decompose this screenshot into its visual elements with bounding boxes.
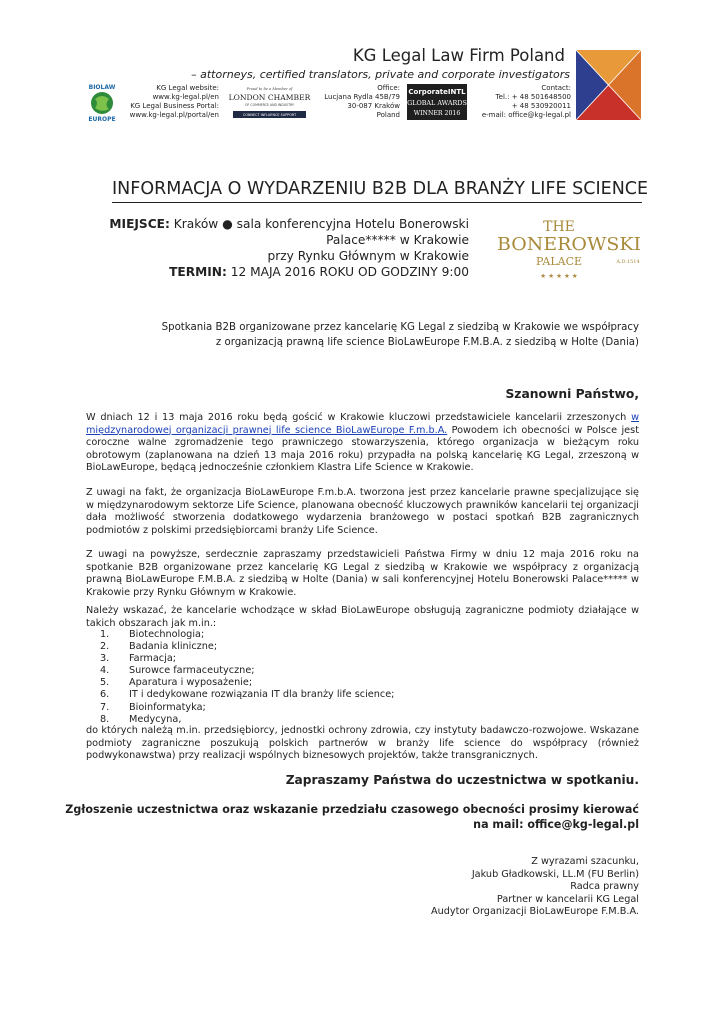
ci-line1: CorporateINTL bbox=[408, 88, 466, 96]
london-chamber-logo bbox=[227, 84, 312, 120]
corporate-intl-award-logo bbox=[407, 84, 467, 120]
registration-line-2[interactable]: na mail: office@kg-legal.pl bbox=[473, 818, 639, 831]
list-text: IT i dedykowane rozwiązania IT dla branży life science; bbox=[129, 689, 395, 701]
website-block bbox=[130, 84, 219, 120]
svg-text:EUROPE: EUROPE bbox=[88, 116, 116, 123]
list-item bbox=[100, 665, 394, 677]
signature-block bbox=[431, 856, 639, 919]
bonerowski-stars: ★ ★ ★ ★ ★ bbox=[540, 272, 578, 280]
contact-email[interactable]: e-mail: office@kg-legal.pl bbox=[481, 111, 571, 119]
contact-block bbox=[482, 84, 571, 120]
paragraph-3: Z uwagi na powyższe, serdecznie zapraszamy przedstawicieli Państwa Firmy w dniu 12 maja 2016 roku na spotkanie B2B organizowane przez kancelarię KG Legal z siedzibą w Krakowie we współpracy z organizacją prawną BioLawEurope F.M.B.A. z siedzibą w Holte (Dania) w sali konferencyjnej Hotelu Bonerowski Palace***** w Krakowie przy Rynku Głównym w Krakowie. bbox=[86, 549, 639, 598]
list-item bbox=[100, 653, 394, 665]
list-item bbox=[100, 629, 394, 641]
contact-phone-1: Tel.: + 48 501648500 bbox=[495, 93, 571, 101]
place-label: MIEJSCE: bbox=[109, 217, 170, 231]
intro-line-1: Spotkania B2B organizowane przez kancelarię KG Legal z siedzibą w Krakowie we współpracy bbox=[161, 322, 639, 333]
website-label: KG Legal website: bbox=[156, 84, 219, 92]
term-label: TERMIN: bbox=[169, 265, 227, 279]
paragraph-4: Należy wskazać, że kancelarie wchodzące w skład BioLawEurope obsługują zagraniczne podmioty działające w takich obszarach jak m.in.: bbox=[86, 605, 639, 629]
office-block bbox=[324, 84, 400, 120]
signature-line: Z wyrazami szacunku, bbox=[531, 856, 639, 867]
after-list-paragraph: do których należą m.in. przedsiębiorcy, jednostki ochrony zdrowia, czy instytuty badawczo-rozwojowe. Wskazane podmioty zagraniczne poszukują polskich partnerów w branży life science do współpracy (również podwykonawstwa) przy realizacji wspólnych biznesowych projektów, także transgranicznych. bbox=[86, 725, 639, 761]
bonerowski-palace: PALACE bbox=[535, 255, 583, 268]
portal-label: KG Legal Business Portal: bbox=[130, 102, 219, 110]
contact-label: Contact: bbox=[541, 84, 571, 92]
list-text: Farmacja; bbox=[129, 653, 177, 665]
intro-block bbox=[162, 320, 639, 350]
invitation: Zapraszamy Państwa do uczestnictwa w spotkaniu. bbox=[285, 773, 639, 787]
office-street: Lucjana Rydla 45B/79 bbox=[324, 93, 400, 101]
list-text: Medycyna, bbox=[129, 713, 182, 725]
office-country: Poland bbox=[376, 111, 400, 119]
place-line-3: przy Rynku Głównym w Krakowie bbox=[267, 249, 469, 263]
list-item bbox=[100, 677, 394, 689]
firm-subtitle: – attorneys, certified translators, private and corporate investigators bbox=[191, 68, 570, 81]
biolaw-europe-logo bbox=[78, 83, 126, 123]
registration-line-1: Zgłoszenie uczestnictwa oraz wskazanie przedziału czasowego obecności prosimy kierować bbox=[65, 803, 639, 816]
list-text: Bioinformatyka; bbox=[129, 701, 206, 713]
list-number: 3. bbox=[100, 653, 110, 665]
registration-block bbox=[65, 802, 639, 832]
greeting: Szanowni Państwo, bbox=[505, 387, 639, 401]
page-title: INFORMACJA O WYDARZENIU B2B DLA BRANŻY LIFE SCIENCE bbox=[112, 179, 642, 203]
list-number: 1. bbox=[100, 629, 110, 640]
bonerowski-the: THE bbox=[543, 219, 575, 235]
list-text: Aparatura i wyposażenie; bbox=[129, 677, 253, 689]
place-line-1: Kraków ● sala konferencyjna Hotelu Bonerowski bbox=[169, 217, 469, 231]
lc-bar-text: CONNECT INFLUENCE SUPPORT bbox=[242, 113, 297, 117]
term-value: 12 MAJA 2016 ROKU OD GODZINY 9:00 bbox=[226, 265, 469, 279]
list-text: Badania kliniczne; bbox=[129, 641, 218, 653]
ci-line3: WINNER 2016 bbox=[413, 110, 461, 117]
list-number: 5. bbox=[100, 677, 110, 689]
list-item bbox=[100, 689, 394, 701]
lc-name-text: LONDON CHAMBER bbox=[228, 93, 311, 102]
kg-legal-logo bbox=[576, 50, 641, 120]
place-line-2: Palace***** w Krakowie bbox=[326, 233, 469, 247]
office-city: 30-087 Kraków bbox=[347, 102, 400, 110]
list-number: 8. bbox=[100, 713, 110, 725]
paragraph-1-start: W dniach 12 i 13 maja 2016 roku będą gościć w Krakowie kluczowi przedstawiciele kancelarii zrzeszonych bbox=[86, 412, 632, 423]
intro-line-2: z organizacją prawną life science BioLawEurope F.M.B.A. z siedzibą w Holte (Dania) bbox=[215, 337, 639, 348]
biolaweurope-link[interactable]: w międzynarodowej organizacji prawnej life science BioLawEurope F.m.b.A. bbox=[86, 412, 639, 436]
list-text: Biotechnologia; bbox=[129, 629, 205, 640]
event-place-block bbox=[109, 216, 469, 280]
paragraph-2: Z uwagi na fakt, że organizacja BioLawEurope F.m.b.A. tworzona jest przez kancelarie prawne specjalizujące się w międzynarodowym sektorze Life Science, planowana obecność kluczowych prawników kancelarii tej organizacji dała możliwość stworzenia dodatkowego wydarzenia branżowego w postaci spotkań B2B zagranicznych podmiotów z polskimi przedsiębiorcami branży Life Science. bbox=[86, 487, 639, 536]
list-number: 2. bbox=[100, 641, 110, 653]
list-text: Surowce farmaceutyczne; bbox=[129, 665, 255, 677]
svg-text:BIOLAW: BIOLAW bbox=[88, 84, 116, 91]
list-item bbox=[100, 641, 394, 653]
bonerowski-palace-logo bbox=[497, 216, 645, 282]
areas-list bbox=[100, 629, 394, 726]
paragraph-1-end: Powodem ich obecności w Polsce jest coroczne walne zgromadzenie tego prawniczego stowarzyszenia, którego organizacja w bieżącym roku obrotowym (zaplanowana na dzień 13 maja 2016 roku) przypadła na polską kancelarię KG Legal, zrzeszoną w BioLawEurope, będącą jednocześnie członkiem Klastra Life Science w Krakowie. bbox=[86, 424, 639, 473]
signature-line: Audytor Organizacji BioLawEurope F.M.B.A. bbox=[430, 906, 639, 917]
office-label: Office: bbox=[377, 84, 400, 92]
lc-sub-text: OF COMMERCE AND INDUSTRY bbox=[245, 103, 294, 107]
list-number: 7. bbox=[100, 701, 110, 713]
list-item bbox=[100, 714, 394, 726]
signature-line: Partner w kancelarii KG Legal bbox=[496, 893, 639, 905]
paragraph-1 bbox=[86, 412, 639, 475]
lc-top-text: Proud to be a Member of bbox=[246, 87, 293, 91]
website-link[interactable]: www.kg-legal.pl/en bbox=[152, 93, 219, 101]
contact-phone-2: + 48 530920011 bbox=[511, 102, 571, 110]
bonerowski-ad: A.D.1514 bbox=[616, 259, 640, 265]
bonerowski-name: BONEROWSKI bbox=[497, 234, 641, 255]
list-number: 4. bbox=[100, 665, 110, 677]
list-item bbox=[100, 702, 394, 714]
signature-line: Jakub Gładkowski, LL.M (FU Berlin) bbox=[471, 868, 639, 880]
ci-line2: GLOBAL AWARDS bbox=[407, 99, 467, 107]
signature-line: Radca prawny bbox=[570, 881, 639, 892]
firm-name: KG Legal Law Firm Poland bbox=[352, 46, 565, 65]
list-number: 6. bbox=[100, 689, 110, 701]
portal-link[interactable]: www.kg-legal.pl/portal/en bbox=[129, 111, 219, 119]
